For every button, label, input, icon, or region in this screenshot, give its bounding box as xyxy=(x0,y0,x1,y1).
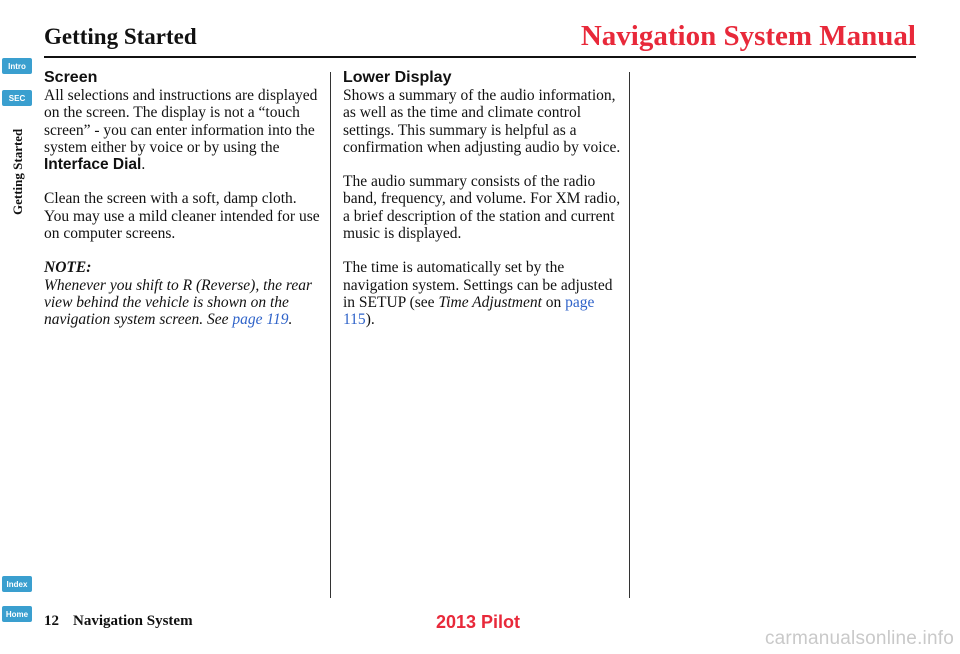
watermark: carmanualsonline.info xyxy=(764,628,954,649)
lower-display-paragraph-2: The audio summary consists of the radio band, frequency, and volume. For XM radio, a brief description of the station and current music is displayed. xyxy=(343,173,621,243)
lower-display-heading: Lower Display xyxy=(343,69,452,86)
header-divider xyxy=(44,56,916,58)
screen-paragraph-2: Clean the screen with a soft, damp cloth. You may use a mild cleaner intended for use on computer screens. xyxy=(44,190,320,243)
lower-p3-end: ). xyxy=(365,311,375,329)
footer-page-info xyxy=(44,613,193,630)
intro-button[interactable]: Intro xyxy=(2,58,32,74)
book-title: Navigation System xyxy=(73,613,193,629)
screen-heading: Screen xyxy=(44,69,98,86)
sec-button[interactable]: SEC xyxy=(2,90,32,106)
note-body xyxy=(44,277,322,329)
note-end: . xyxy=(288,311,293,329)
page-title: Getting Started xyxy=(44,24,197,49)
page-119-link[interactable]: page 119 xyxy=(232,311,289,329)
lower-p3-mid: on xyxy=(541,293,566,311)
index-button[interactable]: Index xyxy=(2,576,32,592)
vertical-section-label: Getting Started xyxy=(10,128,25,215)
note-title: NOTE: xyxy=(44,259,92,277)
time-adjustment-ref: Time Adjustment xyxy=(438,293,542,311)
lower-display-column xyxy=(343,68,621,346)
screen-paragraph-1 xyxy=(44,87,322,173)
page-number: 12 xyxy=(44,613,59,629)
model-label: 2013 Pilot xyxy=(436,612,521,632)
manual-title: Navigation System Manual xyxy=(580,20,916,52)
note-text: Whenever you shift to R (Reverse), the rear view behind the vehicle is shown on the navigation system screen. See xyxy=(44,276,312,329)
screen-p1-text: All selections and instructions are displayed on the screen. The display is not a “touch screen” - you can enter information into the system either by voice or by using the xyxy=(44,87,318,156)
home-button[interactable]: Home xyxy=(2,606,32,622)
column-divider-2 xyxy=(629,72,630,598)
lower-display-paragraph-1: Shows a summary of the audio information, as well as the time and climate control settings. This summary is helpful as a confirmation when adjusting audio by voice. xyxy=(343,87,621,156)
interface-dial-term: Interface Dial xyxy=(44,156,142,174)
screen-column xyxy=(44,68,322,329)
page-115-link[interactable]: page 115 xyxy=(343,293,595,329)
column-divider-1 xyxy=(330,72,331,598)
lower-display-paragraph-3 xyxy=(343,259,621,328)
screen-p1-end: . xyxy=(141,156,146,174)
lower-p3-text: The time is automatically set by the navigation system. Settings can be adjusted in SETUP (see xyxy=(343,259,613,311)
